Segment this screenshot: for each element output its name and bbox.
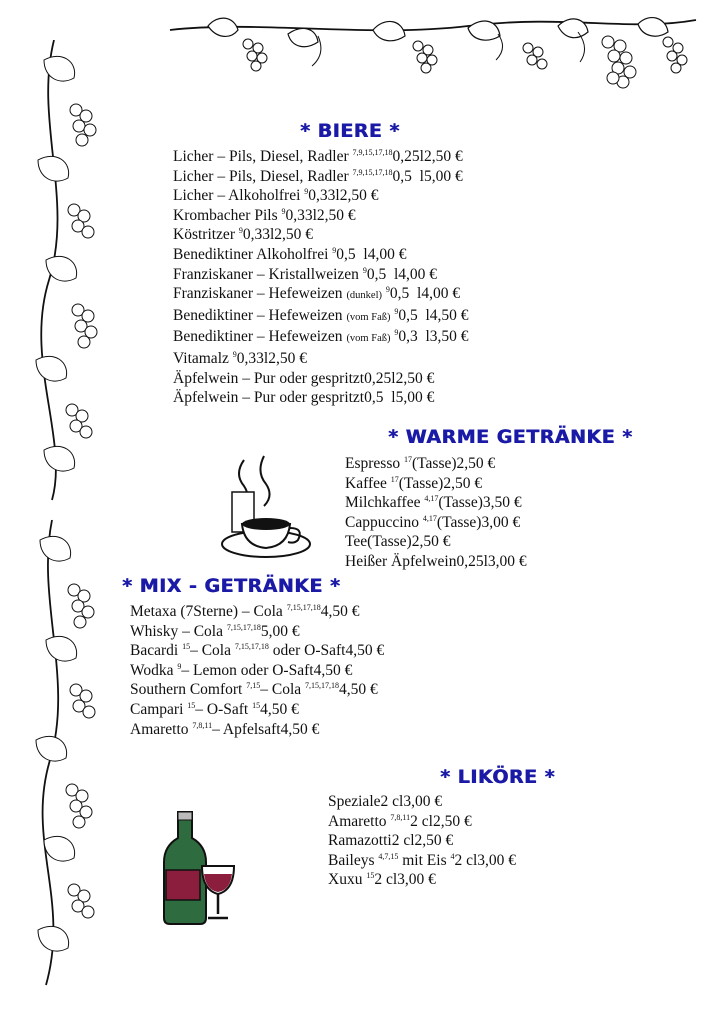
liqueur-additives: 15 — [366, 871, 375, 881]
liqueur-item — [328, 792, 613, 812]
warm-drink-name-cell — [345, 514, 437, 531]
warm-drink-item — [345, 552, 615, 572]
mix-drink-price: 4,50 € — [280, 720, 320, 738]
mix-drink-price: 4,50 € — [345, 642, 385, 660]
beer-price: 4,00 € — [398, 265, 437, 283]
beer-item — [173, 245, 573, 265]
mix-drink-item — [130, 622, 440, 642]
beer-name: Äpfelwein – Pur oder gespritzt — [173, 389, 365, 407]
beer-size: 0,5 l — [366, 265, 399, 283]
beer-name: Äpfelwein – Pur oder gespritzt — [173, 369, 365, 387]
liqueur-item — [328, 831, 613, 851]
warm-drink-unit: (Tasse) — [398, 474, 444, 492]
beer-price: 2,50 € — [395, 369, 435, 387]
liqueur-size: 2 cl — [380, 793, 404, 810]
mix-drink-item — [130, 661, 440, 681]
beer-price: 4,00 € — [367, 245, 407, 263]
liqueur-extra-additives: 4 — [450, 851, 455, 861]
beer-additives: 9 — [394, 306, 399, 316]
left-grapevine-icon — [24, 40, 114, 990]
beer-size: 0,25l — [364, 369, 396, 387]
mix-drink-name: Whisky – Cola — [130, 622, 223, 640]
warm-drink-unit: (Tasse) — [411, 455, 457, 472]
beer-note: (vom Faß) — [346, 333, 391, 345]
liqueur-name: Speziale — [328, 793, 381, 810]
beer-name-cell — [173, 226, 243, 243]
beer-name-cell — [173, 328, 398, 345]
beer-item — [173, 369, 573, 389]
warm-drink-name-cell — [345, 533, 367, 550]
beer-name: Franziskaner – Kristallweizen — [173, 265, 359, 283]
beer-name: Köstritzer — [173, 226, 235, 244]
beer-note: (dunkel) — [346, 290, 383, 302]
mix-drink-price: 4,50 € — [313, 661, 353, 679]
warm-drink-unit: (Tasse) — [438, 494, 483, 512]
mix-drink-name-cell — [130, 642, 345, 659]
warm-drink-name: Tee — [345, 533, 368, 551]
liqueur-item — [328, 812, 613, 832]
warm-drink-item — [345, 513, 615, 533]
mix-drink-mixer: – O-Saft — [195, 700, 249, 718]
beer-name-cell — [173, 187, 308, 204]
liqueur-name-cell — [328, 832, 392, 849]
liqueur-name-cell — [328, 871, 374, 888]
mix-getraenke-title: * MIX - GETRÄNKE * — [122, 575, 341, 597]
mix-drink-name: Amaretto — [130, 720, 189, 738]
liqueur-additives: 4,7,15 — [378, 851, 399, 861]
beer-item — [173, 167, 573, 187]
biere-title: * BIERE * — [300, 120, 400, 142]
warm-drink-name-cell — [345, 494, 438, 511]
warm-drink-price: 3,00 € — [481, 513, 521, 531]
liqueur-price: 3,00 € — [477, 851, 517, 869]
beer-size: 0,33l — [285, 206, 317, 224]
mix-drink-mixer-additives: 15 — [252, 700, 261, 710]
liqueur-price: 3,00 € — [397, 871, 436, 889]
warm-drink-price: 2,50 € — [456, 455, 496, 472]
warm-drink-additives: 17 — [403, 455, 412, 464]
beer-name-cell — [173, 246, 336, 263]
liqueur-name: Baileys — [328, 851, 375, 869]
liqueur-name: Xuxu — [328, 871, 363, 889]
beer-item — [173, 306, 573, 328]
warm-drink-name: Kaffee — [345, 474, 387, 492]
beer-additives: 9 — [362, 265, 367, 275]
mix-drink-mixer: – Lemon oder O-Saft — [181, 661, 314, 679]
mix-drink-mixer: – Apfelsaft — [212, 720, 281, 738]
mix-drink-mixer: – Cola — [190, 642, 231, 660]
mix-drink-mixer-additives: 7,15,17,18 — [305, 681, 340, 691]
mix-drink-item — [130, 700, 440, 720]
mix-drink-price: 4,50 € — [260, 700, 299, 718]
beer-name-cell — [173, 389, 364, 406]
beer-price: 5,00 € — [423, 167, 463, 185]
mix-drink-additives: 7,15,17,18 — [226, 622, 261, 632]
beer-item — [173, 284, 573, 306]
beer-name-cell — [173, 207, 285, 224]
beer-size: 0,3 l — [398, 328, 430, 346]
beer-note: (vom Faß) — [346, 311, 391, 323]
liqueur-size: 2 cl — [391, 832, 415, 850]
beer-price: 2,50 € — [423, 148, 463, 165]
warm-drink-item — [345, 474, 615, 494]
mix-drink-item — [130, 680, 440, 700]
beer-item — [173, 265, 573, 285]
beer-additives: 7,9,15,17,18 — [352, 167, 393, 177]
warm-drink-price: 2,50 € — [411, 533, 451, 551]
warm-drink-additives: 17 — [390, 474, 399, 484]
warm-drink-item — [345, 532, 615, 552]
beer-price: 3,50 € — [429, 328, 469, 346]
beer-additives: 7,9,15,17,18 — [352, 148, 393, 157]
beer-size: 0,5 l — [398, 306, 430, 324]
liqueur-size: 2 cl — [410, 812, 433, 830]
beer-price: 4,00 € — [421, 285, 461, 303]
warm-drink-name: Espresso — [345, 455, 401, 472]
warm-drink-item — [345, 454, 615, 474]
beer-name: Krombacher Pils — [173, 206, 278, 224]
beer-name: Licher – Alkoholfrei — [173, 187, 301, 205]
beer-name-cell — [173, 307, 398, 324]
mix-drink-additives: 7,8,11 — [192, 720, 213, 730]
mix-drink-item — [130, 720, 440, 740]
warm-drink-name: Cappuccino — [345, 513, 420, 531]
warm-drink-unit: (Tasse) — [367, 533, 412, 551]
liqueur-price: 2,50 € — [432, 812, 472, 830]
likoere-list — [328, 792, 613, 890]
warm-drink-name: Milchkaffee — [345, 494, 421, 512]
liqueur-name-cell — [328, 852, 454, 869]
likoere-title: * LIKÖRE * — [440, 766, 555, 788]
liqueur-item — [328, 851, 613, 871]
beer-item — [173, 225, 573, 245]
liqueur-price: 3,00 € — [403, 793, 443, 810]
beer-additives: 9 — [332, 245, 337, 255]
mix-drink-additives: 7,15,17,18 — [286, 603, 321, 612]
beer-price: 2,50 € — [274, 226, 314, 244]
mix-drink-mixer-additives: 7,15,17,18 — [234, 642, 269, 652]
beer-price: 2,50 € — [339, 187, 379, 205]
beer-item — [173, 327, 573, 349]
warm-drink-name: Heißer Äpfelwein — [345, 552, 457, 570]
mix-drink-item — [130, 602, 440, 622]
beer-name-cell — [173, 285, 390, 302]
liqueur-extra: mit Eis — [402, 851, 447, 869]
liqueur-price: 2,50 € — [414, 832, 454, 850]
mix-drink-price: 5,00 € — [260, 622, 300, 640]
beer-additives: 9 — [385, 285, 390, 295]
warm-drink-name-cell — [345, 475, 399, 492]
beer-item — [173, 349, 573, 369]
beer-name-cell — [173, 370, 364, 387]
beer-name-cell — [173, 350, 237, 367]
liqueur-additives: 7,8,11 — [390, 812, 411, 822]
beer-item — [173, 388, 573, 408]
beer-size: 0,33l — [242, 226, 275, 244]
mix-drink-name-cell — [130, 721, 281, 738]
beer-price: 5,00 € — [395, 389, 435, 407]
beer-additives: 9 — [232, 349, 237, 359]
mix-drink-name: Wodka — [130, 661, 174, 679]
liqueur-size: 2 cl — [374, 871, 398, 889]
beer-name-cell — [173, 148, 393, 165]
beer-size: 0,33l — [308, 187, 340, 205]
beer-name: Licher – Pils, Diesel, Radler — [173, 167, 349, 185]
mix-getraenke-list — [130, 602, 440, 739]
mix-drink-name-cell — [130, 623, 261, 640]
beer-additives: 9 — [281, 206, 286, 216]
biere-list — [173, 147, 573, 408]
liqueur-name: Ramazotti — [328, 832, 392, 850]
beer-additives: 9 — [238, 226, 243, 236]
beer-size: 0,5 l — [364, 389, 396, 407]
warm-drink-name-cell — [345, 553, 456, 570]
beer-name-cell — [173, 168, 393, 185]
mix-drink-additives: 9 — [177, 661, 182, 671]
beer-name: Benediktiner – Hefeweizen — [173, 306, 343, 324]
beer-price: 4,50 € — [429, 306, 469, 324]
warm-drink-additives: 4,17 — [422, 513, 437, 523]
beer-name: Franziskaner – Hefeweizen — [173, 285, 343, 303]
beer-name: Vitamalz — [173, 349, 229, 367]
liqueur-name-cell — [328, 793, 381, 810]
mix-drink-item — [130, 641, 440, 661]
beer-name: Benediktiner – Hefeweizen — [173, 328, 343, 346]
mix-drink-option: oder O-Saft — [272, 642, 346, 660]
liqueur-item — [328, 870, 613, 890]
coffee-cup-icon — [212, 452, 312, 562]
beer-size: 0,25l — [392, 148, 424, 165]
warm-drink-unit: (Tasse) — [436, 513, 482, 531]
warm-drink-additives: 4,17 — [424, 494, 439, 504]
wine-bottle-glass-icon — [160, 808, 240, 928]
mix-drink-name: Campari — [130, 700, 184, 718]
warm-drink-price: 2,50 € — [443, 474, 483, 492]
beer-item — [173, 186, 573, 206]
beer-additives: 9 — [394, 328, 399, 338]
mix-drink-name: Southern Comfort — [130, 681, 243, 699]
mix-drink-name: Bacardi — [130, 642, 179, 660]
warm-drink-unit: 0,25l — [456, 552, 488, 570]
mix-drink-name-cell — [130, 701, 260, 718]
top-grapevine-icon — [168, 12, 698, 112]
beer-item — [173, 147, 573, 167]
warme-getraenke-list — [345, 454, 615, 572]
beer-additives: 9 — [304, 187, 309, 197]
beer-item — [173, 206, 573, 226]
mix-drink-price: 4,50 € — [339, 681, 378, 699]
mix-drink-name-cell — [130, 603, 321, 620]
beer-price: 2,50 € — [316, 206, 356, 224]
warme-getraenke-title: * WARME GETRÄNKE * — [388, 426, 633, 448]
liqueur-name: Amaretto — [328, 812, 387, 830]
mix-drink-additives: 15 — [182, 642, 191, 652]
liqueur-size: 2 cl — [454, 851, 478, 869]
mix-drink-mixer: – Cola — [260, 681, 302, 699]
beer-name-cell — [173, 266, 367, 283]
mix-drink-additives: 15 — [187, 700, 196, 710]
beer-name: Benediktiner Alkoholfrei — [173, 245, 329, 263]
warm-drink-price: 3,00 € — [487, 552, 527, 570]
beer-price: 2,50 € — [268, 349, 307, 367]
beer-size: 0,5 l — [389, 285, 422, 303]
mix-drink-additives: 7,15 — [246, 681, 261, 691]
mix-drink-price: 4,50 € — [320, 603, 360, 620]
liqueur-name-cell — [328, 813, 410, 830]
beer-size: 0,5 l — [392, 167, 424, 185]
beer-name: Licher – Pils, Diesel, Radler — [173, 148, 349, 165]
beer-size: 0,5 l — [336, 245, 368, 263]
warm-drink-name-cell — [345, 455, 412, 472]
warm-drink-price: 3,50 € — [482, 494, 522, 512]
mix-drink-name: Metaxa (7Sterne) – Cola — [130, 603, 283, 620]
beer-size: 0,33l — [236, 349, 269, 367]
mix-drink-name-cell — [130, 681, 339, 698]
warm-drink-item — [345, 493, 615, 513]
mix-drink-name-cell — [130, 662, 314, 679]
